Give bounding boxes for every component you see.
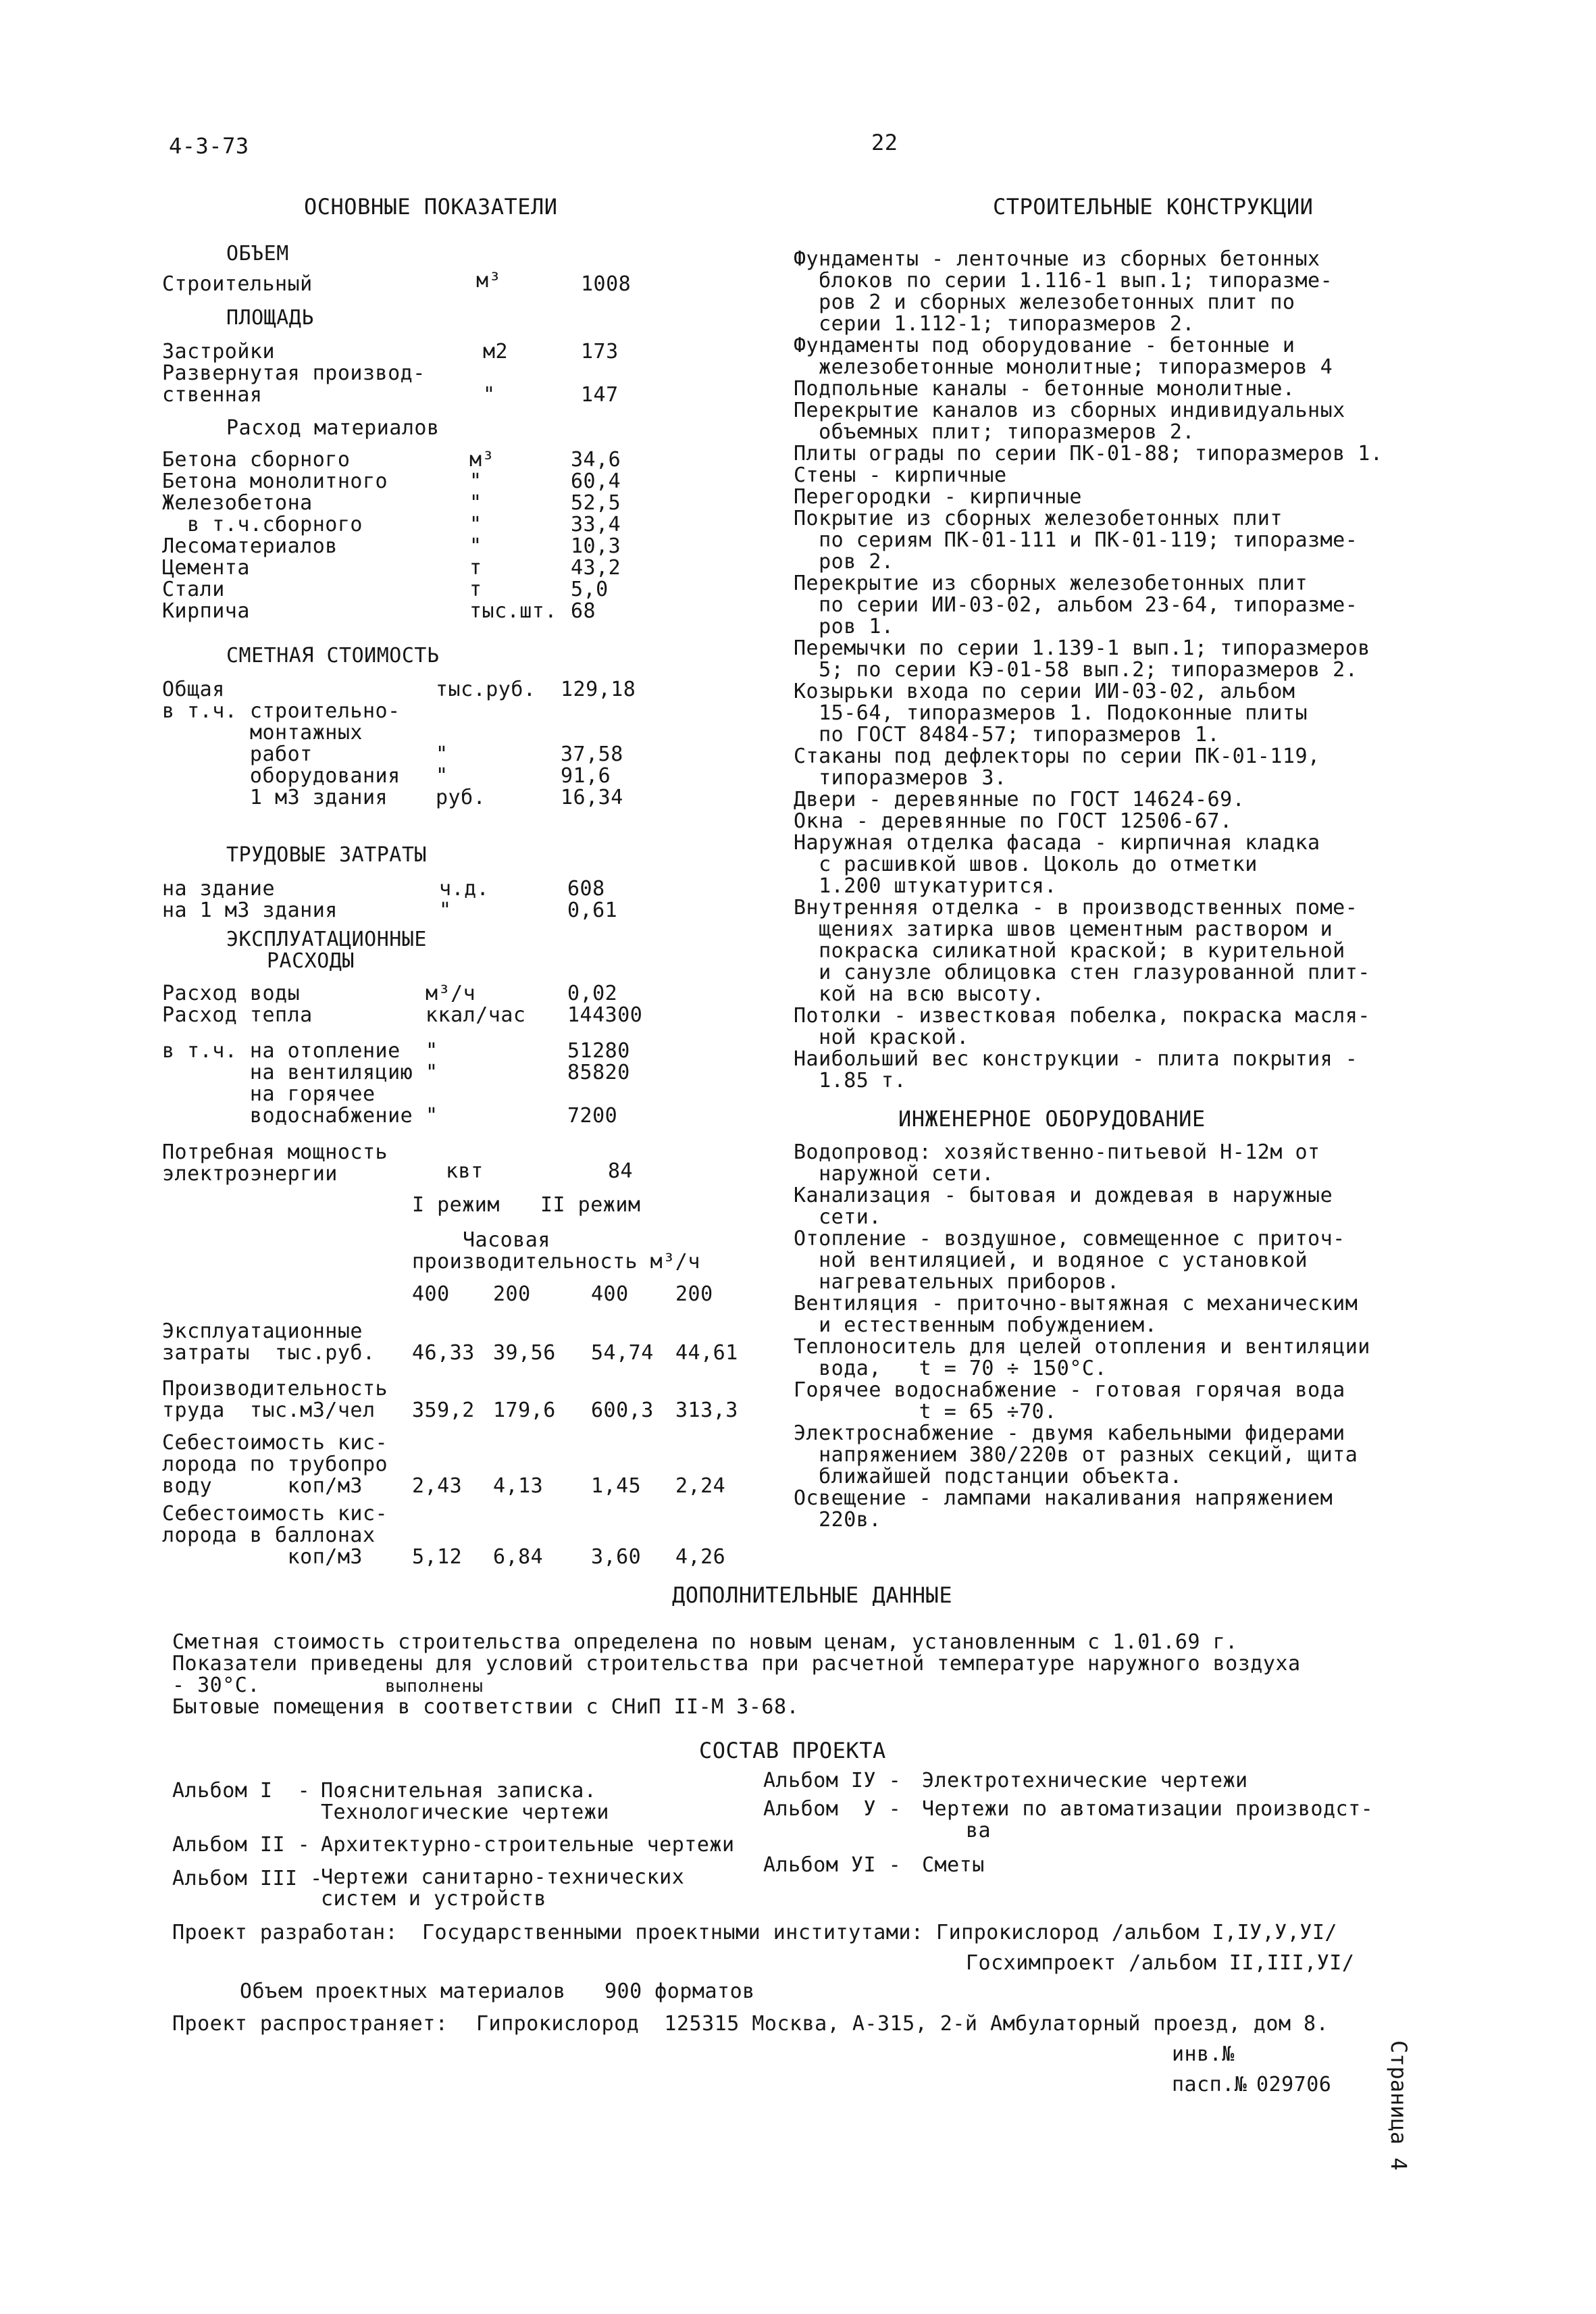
mode-row-label: Себестоимость кис-	[162, 1431, 388, 1455]
passport-value: 029706	[1256, 2073, 1332, 2096]
labor-row-label: на здание	[162, 877, 276, 901]
mode-row-value: 359,2	[412, 1399, 475, 1422]
mode-row-label: воду коп/м3	[162, 1474, 363, 1498]
construction-line: ров 2 и сборных железобетонных плит по	[794, 291, 1295, 314]
capacity-label-2: производительность м³/ч	[412, 1250, 700, 1274]
cost-heading: СМЕТНАЯ СТОИМОСТЬ	[226, 644, 440, 668]
operating-row-value: 7200	[567, 1104, 618, 1128]
album-5-text-2: ва	[966, 1819, 992, 1842]
area-row-value: 173	[581, 340, 619, 363]
mode-row-value: 4,26	[675, 1545, 726, 1569]
construction-line: по сериям ПК-01-111 и ПК-01-119; типоразме-	[794, 528, 1358, 552]
left-title: ОСНОВНЫЕ ПОКАЗАТЕЛИ	[304, 194, 558, 220]
operating-row-label: на горячее	[162, 1082, 376, 1106]
construction-line: Стены - кирпичные	[794, 463, 1007, 487]
material-row-value: 33,4	[571, 513, 621, 536]
construction-line: типоразмеров 3.	[794, 766, 1007, 790]
area-row-unit: м2	[483, 340, 509, 363]
material-row-label: Цемента	[162, 556, 250, 580]
cost-row-label: 1 м3 здания	[162, 786, 388, 809]
operating-row-value: 85820	[567, 1061, 630, 1084]
cost-row-unit: тыс.руб.	[436, 678, 536, 701]
mode-row-label: Себестоимость кис-	[162, 1502, 388, 1526]
labor-heading: ТРУДОВЫЕ ЗАТРАТЫ	[226, 843, 427, 867]
engineering-line: и естественным побуждением.	[794, 1313, 1158, 1337]
construction-line: 5; по серии КЭ-01-58 вып.2; типоразмеров 2.	[794, 658, 1358, 682]
mode-row-value: 46,33	[412, 1341, 475, 1365]
capacity-value: 200	[493, 1282, 531, 1306]
album-3-text-1: Чертежи санитарно-технических	[321, 1865, 685, 1889]
volume-unit: м³	[476, 269, 502, 293]
cost-row-value: 16,34	[561, 786, 623, 809]
engineering-line: Теплоноситель для целей отопления и вентиляции	[794, 1335, 1370, 1359]
engineering-line: напряжением 380/220в от разных секций, щита	[794, 1443, 1358, 1467]
operating-row-unit: "	[426, 1039, 438, 1063]
album-2-text: Архитектурно-строительные чертежи	[321, 1833, 735, 1857]
mode-row-label: Производительность	[162, 1377, 388, 1401]
engineering-line: нагревательных приборов.	[794, 1270, 1120, 1294]
engineering-line: Освещение - лампами накаливания напряжением	[794, 1486, 1333, 1510]
construction-line: по серии ИИ-03-02, альбом 23-64, типоразме-	[794, 593, 1358, 617]
engineering-line: вода, t = 70 ÷ 150°С.	[794, 1357, 1108, 1380]
construction-line: Потолки - известковая побелка, покраска масля-	[794, 1004, 1370, 1028]
area-row-unit: "	[483, 383, 496, 407]
cost-row-value: 37,58	[561, 743, 623, 766]
construction-line: по ГОСТ 8484-57; типоразмеров 1.	[794, 723, 1220, 747]
material-row-label: Бетона сборного	[162, 448, 351, 472]
engineering-line: наружной сети.	[794, 1162, 994, 1186]
construction-line: Подпольные каналы - бетонные монолитные.	[794, 377, 1295, 401]
construction-line: блоков по серии 1.116-1 вып.1; типоразме-	[794, 269, 1333, 293]
volume-value: 1008	[581, 272, 632, 296]
mode-row-value: 179,6	[493, 1399, 556, 1422]
material-row-unit: "	[469, 513, 482, 536]
construction-line: Наружная отделка фасада - кирпичная кладка	[794, 831, 1320, 855]
operating-row-value: 0,02	[567, 982, 618, 1005]
album-2-label: Альбом II -	[172, 1833, 311, 1857]
construction-line: с расшивкой швов. Цоколь до отметки	[794, 853, 1258, 876]
mode-row-label: лорода по трубопро	[162, 1453, 388, 1476]
construction-line: Окна - деревянные по ГОСТ 12506-67.	[794, 809, 1233, 833]
material-row-value: 5,0	[571, 578, 609, 601]
materials-heading: Расход материалов	[226, 416, 440, 440]
operating-row-label: Расход тепла	[162, 1003, 313, 1027]
developed-label: Проект разработан:	[172, 1921, 398, 1944]
album-1-text-2: Технологические чертежи	[321, 1801, 609, 1824]
material-row-label: Железобетона	[162, 491, 313, 515]
extra-line-2: Показатели приведены для условий строительства при расчетной температуре наружного воздуха	[172, 1652, 1301, 1676]
album-1-text-1: Пояснительная записка.	[321, 1779, 597, 1803]
extra-line-1: Сметная стоимость строительства определена по новым ценам, установленным с 1.01.69 г.	[172, 1630, 1238, 1654]
engineering-line: t = 65 ÷70.	[794, 1400, 1057, 1424]
mode-2-label: II режим	[540, 1193, 641, 1217]
album-4-label: Альбом IУ -	[763, 1769, 902, 1792]
operating-row-unit: "	[426, 1061, 438, 1084]
engineering-line: Водопровод: хозяйственно-питьевой Н-12м от	[794, 1140, 1320, 1164]
material-row-unit: "	[469, 470, 482, 493]
cost-row-unit: "	[436, 764, 448, 788]
material-row-value: 68	[571, 599, 596, 623]
cost-row-label: монтажных	[162, 721, 363, 745]
album-1-label: Альбом I -	[172, 1779, 311, 1803]
mode-1-label: I режим	[412, 1193, 500, 1217]
inventory-label: инв.№	[1172, 2042, 1235, 2066]
construction-line: Перекрытие каналов из сборных индивидуальных	[794, 399, 1345, 422]
construction-line: Фундаменты - ленточные из сборных бетонных	[794, 247, 1320, 271]
construction-line: железобетонные монолитные; типоразмеров 4	[794, 355, 1333, 379]
operating-row-unit: "	[426, 1104, 438, 1128]
material-row-unit: тыс.шт.	[469, 599, 557, 623]
construction-line: ров 1.	[794, 615, 894, 638]
construction-line: Фундаменты под оборудование - бетонные и	[794, 334, 1295, 357]
operating-row-unit: м³/ч	[426, 982, 476, 1005]
operating-row-label: на вентиляцию	[162, 1061, 413, 1084]
album-6-label: Альбом УI -	[763, 1853, 902, 1877]
operating-row-value: 51280	[567, 1039, 630, 1063]
labor-row-unit: ч.д.	[439, 877, 490, 901]
capacity-value: 400	[591, 1282, 629, 1306]
page-number: 22	[871, 130, 898, 155]
cost-row-label: работ	[162, 743, 313, 766]
capacity-label-1: Часовая	[463, 1228, 550, 1252]
album-5-label: Альбом У -	[763, 1797, 902, 1821]
engineering-line: сети.	[794, 1205, 881, 1229]
doc-code: 4-3-73	[169, 133, 249, 159]
construction-line: кой на всю высоту.	[794, 982, 1045, 1006]
labor-row-unit: "	[439, 899, 452, 922]
mode-row-value: 313,3	[675, 1399, 738, 1422]
construction-line: Перекрытие из сборных железобетонных плит	[794, 572, 1308, 595]
construction-line: ров 2.	[794, 550, 894, 574]
construction-line: Двери - деревянные по ГОСТ 14624-69.	[794, 788, 1245, 811]
distributor-label: Проект распространяет:	[172, 2012, 448, 2036]
construction-line: Перемычки по серии 1.139-1 вып.1; типоразмеров	[794, 636, 1370, 660]
engineering-line: Вентиляция - приточно-вытяжная с механическим	[794, 1292, 1358, 1315]
mode-row-value: 2,43	[412, 1474, 463, 1498]
volume-label: Строительный	[162, 272, 313, 296]
extra-title: ДОПОЛНИТЕЛЬНЫЕ ДАННЫЕ	[672, 1582, 953, 1608]
cost-row-value: 91,6	[561, 764, 611, 788]
construction-line: Стаканы под дефлекторы по серии ПК-01-119,	[794, 745, 1320, 768]
material-row-label: Лесоматериалов	[162, 534, 338, 558]
developed-text: Государственными проектными институтами: Гипрокислород /альбом I,IУ,У,УI/	[422, 1921, 1337, 1944]
composition-title: СОСТАВ ПРОЕКТА	[699, 1738, 886, 1763]
operating-row-label: в т.ч. на отопление	[162, 1039, 401, 1063]
construction-line: серии 1.112-1; типоразмеров 2.	[794, 312, 1195, 336]
mode-row-value: 1,45	[591, 1474, 642, 1498]
construction-line: 1.200 штукатурится.	[794, 874, 1057, 898]
engineering-line: Канализация - бытовая и дождевая в наружные	[794, 1184, 1333, 1207]
engineering-line: ближайшей подстанции объекта.	[794, 1465, 1183, 1488]
mode-row-label: труда тыс.м3/чел	[162, 1399, 376, 1422]
construction-line: ной краской.	[794, 1026, 969, 1049]
engineering-line: 220в.	[794, 1508, 881, 1532]
album-3-text-2: систем и устройств	[321, 1887, 547, 1911]
material-row-value: 43,2	[571, 556, 621, 580]
passport-label: пасп.№	[1172, 2073, 1247, 2096]
extra-insert: выполнены	[385, 1676, 484, 1696]
material-row-unit: "	[469, 534, 482, 558]
area-row-value: 147	[581, 383, 619, 407]
construction-line: покраска силикатной краской; в курительной	[794, 939, 1345, 963]
album-6-text: Сметы	[922, 1853, 985, 1877]
construction-line: щениях затирка швов цементным раствором и	[794, 917, 1333, 941]
album-3-label: Альбом III -	[172, 1867, 323, 1890]
labor-row-value: 0,61	[567, 899, 618, 922]
material-row-unit: м³	[469, 448, 495, 472]
construction-line: Покрытие из сборных железобетонных плит	[794, 507, 1283, 530]
operating-row-label: водоснабжение	[162, 1104, 413, 1128]
construction-line: 15-64, типоразмеров 1. Подоконные плиты	[794, 701, 1308, 725]
material-row-label: Стали	[162, 578, 225, 601]
area-row-label: ственная	[162, 383, 263, 407]
album-5-text-1: Чертежи по автоматизации производст-	[922, 1797, 1374, 1821]
engineering-line: ной вентиляцией, и водяное с установкой	[794, 1249, 1308, 1272]
mode-row-value: 3,60	[591, 1545, 642, 1569]
developed-text-2: Госхимпроект /альбом II,III,УI/	[966, 1951, 1355, 1975]
cost-row-unit: руб.	[436, 786, 486, 809]
construction-line: Козырьки входа по серии ИИ-03-02, альбом	[794, 680, 1295, 703]
operating-row-value: 144300	[567, 1003, 643, 1027]
engineering-line: Отопление - воздушное, совмещенное с приточ-	[794, 1227, 1345, 1251]
right-title: СТРОИТЕЛЬНЫЕ КОНСТРУКЦИИ	[993, 194, 1314, 220]
volume-materials-label: Объем проектных материалов	[240, 1980, 566, 2003]
material-row-unit: "	[469, 491, 482, 515]
engineering-title: ИНЖЕНЕРНОЕ ОБОРУДОВАНИЕ	[898, 1106, 1206, 1132]
material-row-value: 34,6	[571, 448, 621, 472]
power-label-2: электроэнергии	[162, 1162, 338, 1186]
construction-line: Перегородки - кирпичные	[794, 485, 1082, 509]
operating-heading-1: ЭКСПЛУАТАЦИОННЫЕ	[226, 928, 427, 951]
mode-row-value: 39,56	[493, 1341, 556, 1365]
mode-row-value: 4,13	[493, 1474, 544, 1498]
construction-line: Наибольший вес конструкции - плита покрытия -	[794, 1047, 1358, 1071]
power-unit: квт	[446, 1159, 484, 1183]
cost-row-label: оборудования	[162, 764, 401, 788]
mode-row-value: 54,74	[591, 1341, 654, 1365]
extra-line-3: - 30°С.	[172, 1674, 260, 1697]
distributor-text: Гипрокислород 125315 Москва, А-315, 2-й Амбулаторный проезд, дом 8.	[476, 2012, 1329, 2036]
mode-row-value: 2,24	[675, 1474, 726, 1498]
material-row-label: в т.ч.сборного	[162, 513, 363, 536]
material-row-label: Бетона монолитного	[162, 470, 388, 493]
cost-row-label: в т.ч. строительно-	[162, 699, 401, 723]
construction-line: 1.85 т.	[794, 1069, 907, 1092]
mode-row-label: лорода в баллонах	[162, 1524, 376, 1547]
cost-row-unit: "	[436, 743, 448, 766]
material-row-value: 10,3	[571, 534, 621, 558]
operating-row-unit: ккал/час	[426, 1003, 526, 1027]
labor-row-label: на 1 м3 здания	[162, 899, 338, 922]
mode-row-value: 44,61	[675, 1341, 738, 1365]
operating-heading-2: РАСХОДЫ	[267, 949, 355, 973]
album-4-text: Электротехнические чертежи	[922, 1769, 1248, 1792]
mode-row-label: затраты тыс.руб.	[162, 1341, 376, 1365]
area-heading: ПЛОЩАДЬ	[226, 306, 314, 330]
cost-row-value: 129,18	[561, 678, 636, 701]
cost-row-label: Общая	[162, 678, 225, 701]
volume-materials-value: 900 форматов	[604, 1980, 755, 2003]
construction-line: объемных плит; типоразмеров 2.	[794, 420, 1195, 444]
area-row-label: Развернутая производ-	[162, 361, 426, 385]
material-row-unit: т	[469, 578, 482, 601]
material-row-value: 52,5	[571, 491, 621, 515]
operating-row-label: Расход воды	[162, 982, 301, 1005]
construction-line: Внутренняя отделка - в производственных поме-	[794, 896, 1358, 920]
mode-row-value: 5,12	[412, 1545, 463, 1569]
area-row-label: Застройки	[162, 340, 276, 363]
construction-line: Плиты ограды по серии ПК-01-88; типоразмеров 1.	[794, 442, 1383, 466]
extra-line-4: Бытовые помещения в соответствии с СНиП II-М 3-68.	[172, 1695, 800, 1719]
power-value: 84	[608, 1159, 634, 1183]
engineering-line: Горячее водоснабжение - готовая горячая вода	[794, 1378, 1345, 1402]
labor-row-value: 608	[567, 877, 605, 901]
material-row-unit: т	[469, 556, 482, 580]
material-row-value: 60,4	[571, 470, 621, 493]
power-label-1: Потребная мощность	[162, 1140, 388, 1164]
mode-row-value: 600,3	[591, 1399, 654, 1422]
mode-row-label: Эксплуатационные	[162, 1319, 363, 1343]
capacity-value: 200	[675, 1282, 713, 1306]
material-row-label: Кирпича	[162, 599, 250, 623]
capacity-value: 400	[412, 1282, 450, 1306]
page-side-note: Страница 4	[1386, 2040, 1412, 2171]
engineering-line: Электроснабжение - двумя кабельными фидерами	[794, 1422, 1345, 1445]
mode-row-value: 6,84	[493, 1545, 544, 1569]
construction-line: и санузле облицовка стен глазурованной плит-	[794, 961, 1370, 984]
volume-heading: ОБЪЕМ	[226, 242, 289, 266]
mode-row-label: коп/м3	[162, 1545, 363, 1569]
